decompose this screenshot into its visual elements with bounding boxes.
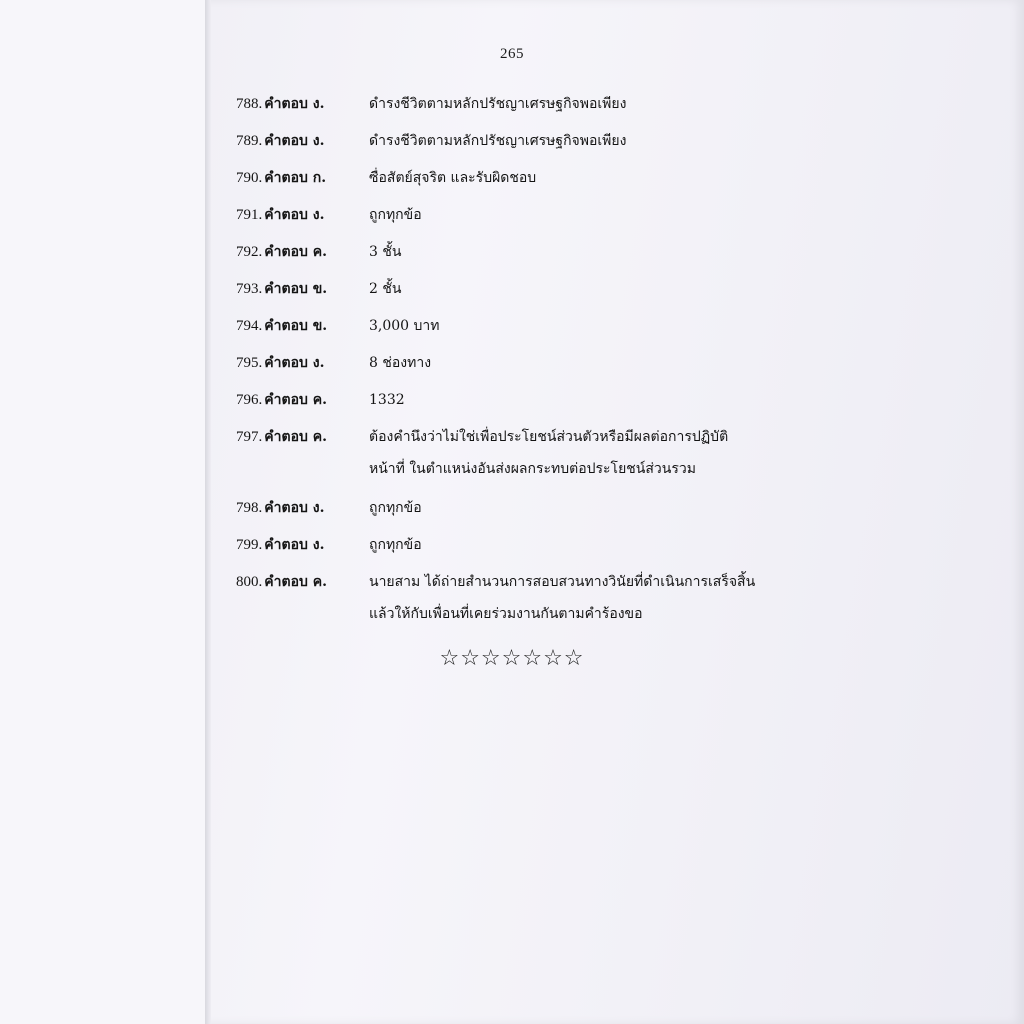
answer-text — [369, 310, 796, 342]
page-number: 265 — [500, 46, 524, 62]
answer-label — [236, 236, 369, 268]
answer-text-line: 2 ชั้น — [369, 281, 402, 297]
answer-row — [236, 492, 796, 524]
answer-text — [369, 347, 796, 379]
question-number: 796. — [236, 392, 263, 408]
question-number: 800. — [236, 574, 263, 590]
answer-text — [369, 566, 796, 630]
answer-text — [369, 273, 796, 305]
answer-text — [369, 492, 796, 524]
answer-row — [236, 236, 796, 268]
answer-key: คำตอบ ข. — [264, 318, 328, 334]
answer-text-line: ถูกทุกข้อ — [369, 537, 422, 553]
answer-label — [236, 88, 369, 120]
answer-key: คำตอบ ข. — [264, 281, 328, 297]
answer-label — [236, 199, 369, 231]
answer-label — [236, 310, 369, 342]
answer-label — [236, 125, 369, 157]
answer-row — [236, 421, 796, 485]
question-number: 794. — [236, 318, 263, 334]
answer-text — [369, 384, 796, 416]
answer-row — [236, 125, 796, 157]
answer-row — [236, 566, 796, 630]
answer-key: คำตอบ ค. — [264, 429, 327, 445]
answer-text — [369, 199, 796, 231]
question-number: 793. — [236, 281, 263, 297]
answer-key: คำตอบ ค. — [264, 244, 327, 260]
answer-text-line: ซื่อสัตย์สุจริต และรับผิดชอบ — [369, 170, 537, 186]
answer-text-line: 3,000 บาท — [369, 318, 440, 334]
answer-list — [236, 88, 796, 637]
question-number: 792. — [236, 244, 263, 260]
answer-label — [236, 529, 369, 561]
answer-row — [236, 199, 796, 231]
answer-row — [236, 384, 796, 416]
question-number: 799. — [236, 537, 263, 553]
question-number: 791. — [236, 207, 263, 223]
question-number: 798. — [236, 500, 263, 516]
answer-label — [236, 492, 369, 524]
answer-text — [369, 529, 796, 561]
question-number: 790. — [236, 170, 263, 186]
answer-row — [236, 529, 796, 561]
answer-label — [236, 421, 369, 453]
answer-key: คำตอบ ง. — [264, 133, 325, 149]
answer-key: คำตอบ ง. — [264, 500, 325, 516]
answer-key: คำตอบ ค. — [264, 574, 327, 590]
answer-text-line: หน้าที่ ในตำแหน่งอันส่งผลกระทบต่อประโยชน์ส่วนรวม — [369, 461, 696, 477]
answer-text-line: ดำรงชีวิตตามหลักปรัชญาเศรษฐกิจพอเพียง — [369, 133, 627, 149]
question-number: 788. — [236, 96, 263, 112]
answer-label — [236, 273, 369, 305]
answer-text-line: 1332 — [369, 392, 405, 408]
answer-row — [236, 347, 796, 379]
answer-row — [236, 273, 796, 305]
answer-text — [369, 88, 796, 120]
answer-text-line: ดำรงชีวิตตามหลักปรัชญาเศรษฐกิจพอเพียง — [369, 96, 627, 112]
answer-row — [236, 310, 796, 342]
question-number: 797. — [236, 429, 263, 445]
answer-label — [236, 384, 369, 416]
answer-label — [236, 347, 369, 379]
answer-key: คำตอบ ง. — [264, 355, 325, 371]
answer-text — [369, 125, 796, 157]
answer-text-line: แล้วให้กับเพื่อนที่เคยร่วมงานกันตามคำร้องขอ — [369, 606, 643, 622]
answer-text — [369, 162, 796, 194]
answer-label — [236, 566, 369, 598]
answer-key: คำตอบ ก. — [264, 170, 327, 186]
answer-key: คำตอบ ง. — [264, 537, 325, 553]
answer-text-line: ถูกทุกข้อ — [369, 207, 422, 223]
page-fold-edge — [205, 0, 211, 1024]
answer-text-line: นายสาม ได้ถ่ายสำนวนการสอบสวนทางวินัยที่ดำเนินการเสร็จสิ้น — [369, 574, 756, 590]
answer-key: คำตอบ ง. — [264, 96, 325, 112]
answer-key: คำตอบ ง. — [264, 207, 325, 223]
answer-key: คำตอบ ค. — [264, 392, 327, 408]
answer-text — [369, 236, 796, 268]
answer-text-line: 3 ชั้น — [369, 244, 402, 260]
answer-row — [236, 162, 796, 194]
answer-text — [369, 421, 796, 485]
answer-text-line: 8 ช่องทาง — [369, 355, 432, 371]
answer-text-line: ต้องคำนึงว่าไม่ใช่เพื่อประโยชน์ส่วนตัวหรือมีผลต่อการปฏิบัติ — [369, 429, 729, 445]
question-number: 795. — [236, 355, 263, 371]
answer-row — [236, 88, 796, 120]
end-section-stars: ☆☆☆☆☆☆☆ — [439, 646, 585, 671]
answer-label — [236, 162, 369, 194]
answer-text-line: ถูกทุกข้อ — [369, 500, 422, 516]
question-number: 789. — [236, 133, 263, 149]
